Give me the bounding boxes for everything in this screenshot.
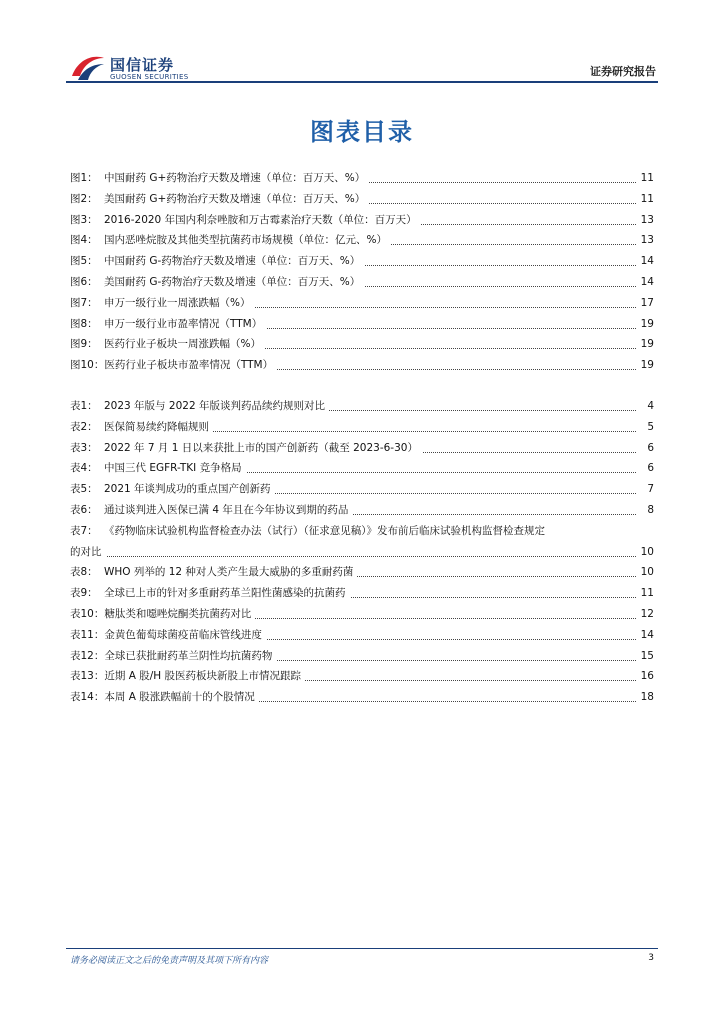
figure-entry[interactable] — [70, 314, 654, 335]
figure-label: 图6： — [70, 275, 98, 288]
table-label: 表10： — [70, 607, 105, 620]
table-title: 糖肽类和噁唑烷酮类抗菌药对比 — [104, 607, 252, 620]
table-entry[interactable] — [70, 521, 654, 563]
table-title: 金黄色葡萄球菌疫苗临床管线进度 — [104, 628, 262, 641]
table-label: 表1： — [70, 400, 98, 412]
figure-title: 中国耐药 G+药物治疗天数及增速（单位：百万天、%） — [104, 172, 366, 184]
table-page-number: 15 — [638, 646, 654, 667]
figure-page-number: 14 — [638, 251, 654, 272]
disclaimer-note: 请务必阅读正文之后的免责声明及其项下所有内容 — [70, 956, 269, 966]
figure-title: 申万一级行业一周涨跌幅（%） — [104, 296, 251, 309]
figure-title: 美国耐药 G+药物治疗天数及增速（单位：百万天、%） — [104, 192, 366, 205]
figure-label: 图10： — [70, 359, 105, 372]
logo-text-cn: 国信证券 — [110, 56, 175, 74]
table-entry[interactable] — [70, 396, 654, 417]
table-label: 表4： — [70, 462, 98, 475]
table-page-number: 10 — [638, 562, 654, 583]
figure-entry[interactable] — [70, 251, 654, 272]
table-title: 全球已上市的针对多重耐药革兰阳性菌感染的抗菌药 — [104, 587, 346, 600]
figure-page-number: 19 — [638, 334, 654, 355]
table-label: 表6： — [70, 503, 98, 516]
report-type-label: 证券研究报告 — [590, 65, 656, 78]
table-title: 医保简易续约降幅规则 — [104, 420, 209, 433]
figure-page-number: 11 — [638, 189, 654, 210]
table-title: 近期 A 股/H 股医药板块新股上市情况跟踪 — [104, 670, 302, 683]
figure-label: 图1： — [70, 172, 98, 184]
table-label: 表3： — [70, 441, 98, 454]
table-title: 的对比 — [70, 545, 102, 558]
logo-text-en: GUOSEN SECURITIES — [110, 73, 189, 81]
table-title: 2023 年版与 2022 年版谈判药品续约规则对比 — [104, 400, 325, 412]
figure-label: 图4： — [70, 234, 98, 247]
table-entry[interactable] — [70, 625, 654, 646]
table-label: 表13： — [70, 670, 105, 683]
table-entry[interactable] — [70, 479, 654, 500]
figure-page-number: 11 — [638, 168, 654, 189]
table-label: 表9： — [70, 587, 98, 600]
table-entry[interactable] — [70, 646, 654, 667]
figure-entry[interactable] — [70, 355, 654, 376]
toc-title: 图表目录 — [310, 118, 414, 146]
table-title: 本周 A 股涨跌幅前十的个股情况 — [104, 691, 255, 704]
figure-label: 图7： — [70, 296, 98, 309]
table-entry[interactable] — [70, 666, 654, 687]
table-page-number: 18 — [638, 687, 654, 708]
table-label: 表7： — [70, 524, 98, 537]
table-page-number: 6 — [644, 438, 654, 459]
table-list — [70, 396, 654, 708]
figure-page-number: 13 — [638, 230, 654, 251]
figure-label: 图3： — [70, 213, 98, 226]
table-page-number: 10 — [638, 542, 654, 563]
figure-title: 医药行业子板块一周涨跌幅（%） — [104, 338, 261, 351]
table-page-number: 16 — [638, 666, 654, 687]
table-entry[interactable] — [70, 562, 654, 583]
table-entry[interactable] — [70, 687, 654, 708]
figure-entry[interactable] — [70, 230, 654, 251]
table-label: 表5： — [70, 483, 98, 496]
guosen-logo-icon — [70, 52, 106, 82]
table-label: 表2： — [70, 420, 98, 433]
table-page-number: 14 — [638, 625, 654, 646]
figure-page-number: 13 — [638, 210, 654, 231]
table-entry[interactable] — [70, 604, 654, 625]
figure-entry[interactable] — [70, 272, 654, 293]
figure-label: 图8： — [70, 317, 98, 330]
figure-entry[interactable] — [70, 189, 654, 210]
table-title: WHO 列举的 12 种对人类产生最大威胁的多重耐药菌 — [104, 566, 354, 579]
table-title: 全球已获批耐药革兰阴性均抗菌药物 — [104, 649, 273, 662]
table-entry[interactable] — [70, 500, 654, 521]
footer-divider — [66, 948, 658, 949]
table-title: 2022 年 7 月 1 日以来获批上市的国产创新药（截至 2023-6-30） — [104, 441, 418, 454]
table-label: 表12： — [70, 649, 105, 662]
figure-label: 图2： — [70, 192, 98, 205]
page-number: 3 — [648, 953, 654, 963]
table-title: 2021 年谈判成功的重点国产创新药 — [104, 483, 271, 496]
table-page-number: 8 — [644, 500, 654, 521]
dot-leader — [70, 556, 636, 557]
figure-label: 图9： — [70, 338, 98, 351]
table-page-number: 4 — [644, 396, 654, 417]
figure-label: 图5： — [70, 255, 98, 268]
figure-list — [70, 168, 654, 376]
header-divider — [66, 81, 658, 83]
figure-entry[interactable] — [70, 293, 654, 314]
figure-title: 美国耐药 G-药物治疗天数及增速（单位：百万天、%） — [104, 275, 361, 288]
figure-title: 中国耐药 G-药物治疗天数及增速（单位：百万天、%） — [104, 255, 361, 268]
table-label: 表8： — [70, 566, 98, 579]
table-page-number: 11 — [638, 583, 654, 604]
table-entry[interactable] — [70, 417, 654, 438]
figure-title: 2016-2020 年国内利奈唑胺和万古霉素治疗天数（单位：百万天） — [104, 213, 417, 226]
table-entry[interactable] — [70, 583, 654, 604]
figure-title: 医药行业子板块市盈率情况（TTM） — [104, 359, 274, 372]
table-title: 通过谈判进入医保已满 4 年且在今年协议到期的药品 — [104, 503, 349, 516]
figure-entry[interactable] — [70, 334, 654, 355]
figure-page-number: 17 — [638, 293, 654, 314]
table-page-number: 7 — [644, 479, 654, 500]
figure-page-number: 14 — [638, 272, 654, 293]
table-entry[interactable] — [70, 438, 654, 459]
figure-title: 申万一级行业市盈率情况（TTM） — [104, 317, 263, 330]
page-header — [0, 0, 724, 90]
table-page-number: 5 — [644, 417, 654, 438]
figure-title: 国内恶唑烷胺及其他类型抗菌药市场规模（单位：亿元、%） — [104, 234, 387, 247]
table-page-number: 12 — [638, 604, 654, 625]
table-entry[interactable] — [70, 458, 654, 479]
figure-entry[interactable] — [70, 168, 654, 189]
table-title: 中国三代 EGFR-TKI 竞争格局 — [104, 462, 242, 475]
figure-page-number: 19 — [638, 355, 654, 376]
table-label: 表11： — [70, 628, 105, 641]
table-page-number: 6 — [644, 458, 654, 479]
figure-entry[interactable] — [70, 210, 654, 231]
table-label: 表14： — [70, 691, 105, 704]
figure-page-number: 19 — [638, 314, 654, 335]
table-title: 《药物临床试验机构监督检查办法（试行）（征求意见稿）》发布前后临床试验机构监督检查规定 — [104, 524, 545, 537]
